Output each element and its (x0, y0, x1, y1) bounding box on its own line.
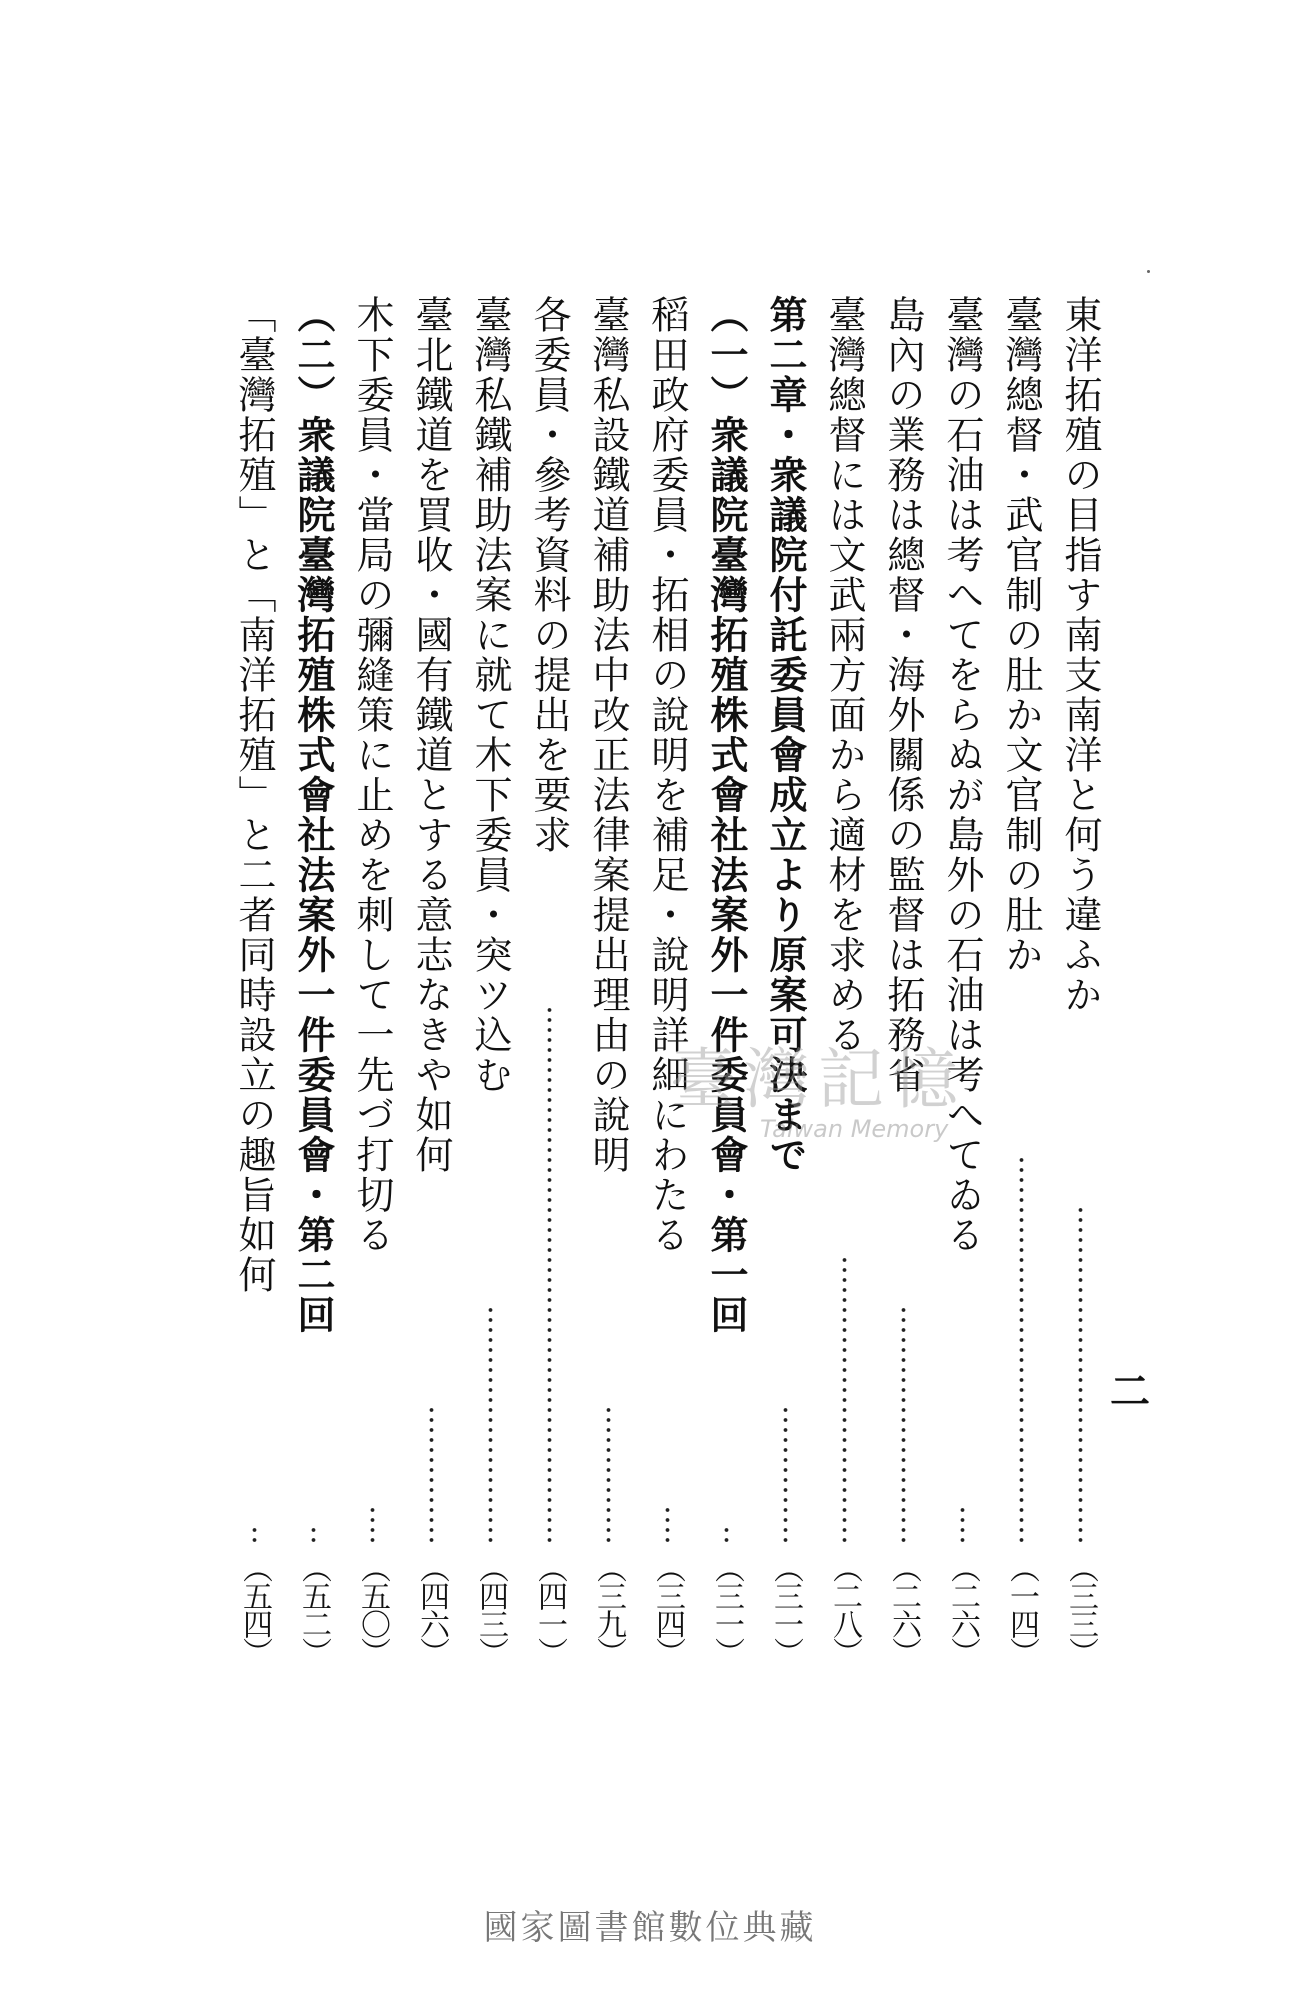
toc-page-number: （三三） (1063, 1553, 1098, 1665)
toc-page-number: （四一） (532, 1553, 567, 1665)
toc-entry-title: 臺灣總督には文武兩方面から適材を求める (822, 295, 866, 1055)
toc-leader-dots (842, 1255, 847, 1545)
toc-entry-title: 臺灣私設鐵道補助法中改正法律案提出理由の說明 (586, 295, 630, 1175)
toc-entry-title: （一）衆議院臺灣拓殖株式會社法案外一件委員會・第一回 (704, 295, 749, 1335)
toc-page-number: （三九） (591, 1553, 626, 1665)
toc-leader-dots (901, 1305, 906, 1545)
toc-leader-dots (724, 1525, 729, 1545)
toc-entry-title: 各委員・參考資料の提出を要求 (527, 295, 571, 855)
toc-entry-title: 木下委員・當局の彌縫策に止めを刺して一先づ打切る (350, 295, 394, 1255)
toc-leader-dots (370, 1505, 375, 1545)
toc-entry (406, 295, 456, 1665)
toc-entry-title: 臺灣總督・武官制の肚か文官制の肚か (999, 295, 1043, 975)
toc-page-number: （一四） (1004, 1553, 1039, 1665)
toc-entry-title: 島內の業務は總督・海外關係の監督は拓務省 (881, 295, 925, 1095)
toc-page-number: （五四） (237, 1553, 272, 1665)
toc-page-number: （四六） (414, 1553, 449, 1665)
toc-entry (1055, 295, 1105, 1665)
toc-entry (288, 295, 338, 1665)
toc-leader-dots (665, 1505, 670, 1545)
toc-entry-title: （二）衆議院臺灣拓殖株式會社法案外一件委員會・第二回 (291, 295, 336, 1335)
toc-page-number: （五〇） (355, 1553, 390, 1665)
toc-entry-title: 臺灣の石油は考へてをらぬが島外の石油は考へてゐる (940, 295, 984, 1255)
toc-entry (996, 295, 1046, 1665)
toc-leader-dots (783, 1405, 788, 1545)
toc-page-number: （二六） (886, 1553, 921, 1665)
toc-entry (465, 295, 515, 1665)
toc-entry (524, 295, 574, 1665)
toc-page-number: （二八） (827, 1553, 862, 1665)
scan-speck (1147, 270, 1150, 273)
page-folio: 二 (1110, 1369, 1150, 1415)
toc-page-number: （四三） (473, 1553, 508, 1665)
toc-leader-dots (1019, 1155, 1024, 1545)
toc-page-number: （二六） (945, 1553, 980, 1665)
toc-page-number: （三一） (768, 1553, 803, 1665)
toc-entry-title: 臺灣私鐵補助法案に就て木下委員・突ツ込む (468, 295, 512, 1095)
toc-entry (878, 295, 928, 1665)
toc-entry (760, 295, 810, 1665)
toc-entry-title: 臺北鐵道を買收・國有鐵道とする意志なきや如何 (409, 295, 453, 1175)
toc-page-number: （五二） (296, 1553, 331, 1665)
toc-entry (937, 295, 987, 1665)
toc-page-number: （三四） (650, 1553, 685, 1665)
toc-entry-title: 第二章・衆議院付託委員會成立より原案可決まで (763, 295, 808, 1175)
toc-entry (642, 295, 692, 1665)
footer-credit: 國家圖書館數位典藏 (483, 1908, 817, 1948)
toc-entry (819, 295, 869, 1665)
toc-leader-dots (960, 1505, 965, 1545)
toc-leader-dots (488, 1305, 493, 1545)
toc-entry (229, 295, 279, 1665)
toc-entry (347, 295, 397, 1665)
toc-page-number: （三一） (709, 1553, 744, 1665)
toc-leader-dots (429, 1405, 434, 1545)
toc-entry-title: 「臺灣拓殖」と「南洋拓殖」と二者同時設立の趣旨如何 (232, 295, 276, 1295)
watermark-chinese: 臺灣記憶 (670, 1041, 966, 1118)
toc-entry (583, 295, 633, 1665)
toc-entry (701, 295, 751, 1665)
toc-entry-title: 東洋拓殖の目指す南支南洋と何う違ふか (1058, 295, 1102, 1015)
watermark-english: Taiwan Memory (760, 1115, 949, 1143)
toc-entry-title: 稻田政府委員・拓相の說明を補足・說明詳細にわたる (645, 295, 689, 1255)
toc-leader-dots (1078, 1205, 1083, 1545)
toc-leader-dots (252, 1525, 257, 1545)
toc-leader-dots (606, 1405, 611, 1545)
toc-leader-dots (547, 1005, 552, 1545)
toc-leader-dots (311, 1525, 316, 1545)
